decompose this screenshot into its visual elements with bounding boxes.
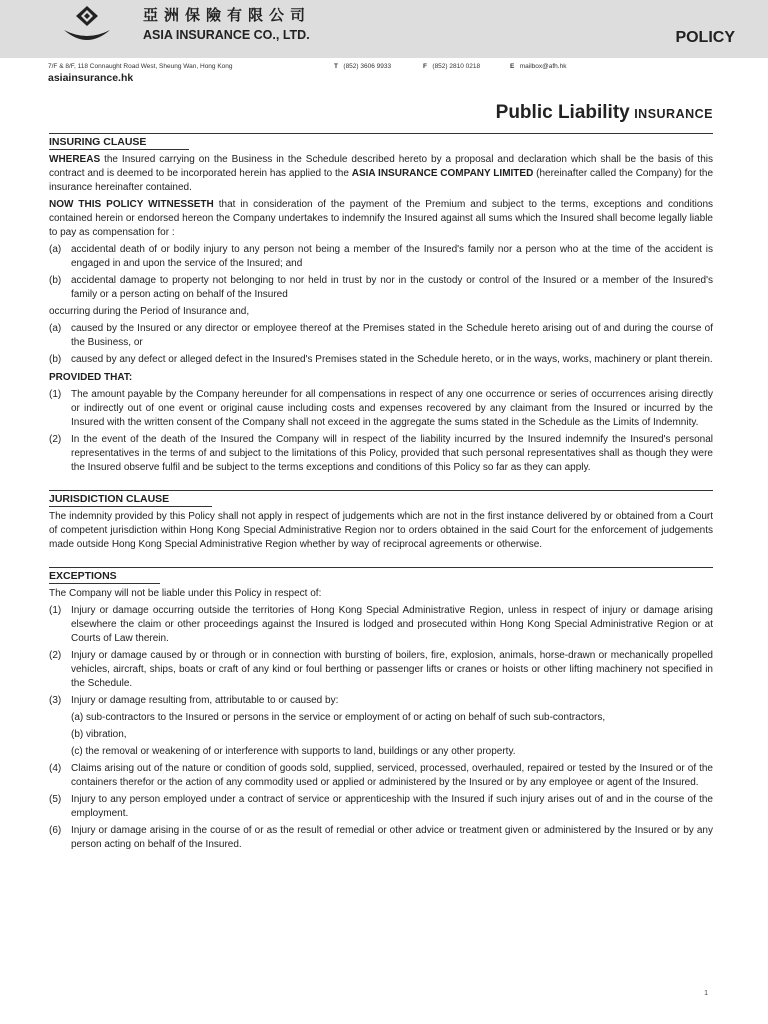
list-item [49, 353, 713, 367]
telephone [334, 63, 391, 70]
exceptions-intro: The Company will not be liable under this Policy in respect of: [49, 588, 322, 599]
list-item [49, 274, 713, 302]
item-text: caused by the Insured or any director or employee thereof at the Premises stated in the Schedule hereto arising out of and during the course of the Business, or [71, 323, 713, 348]
item-text: caused by any defect or alleged defect in the Insured's Premises stated in the Schedule hereto, or in the ways, works, machinery or plant therein. [71, 354, 713, 365]
list-item [49, 824, 713, 852]
title-main: Public Liability [495, 102, 630, 123]
item-text: Claims arising out of the nature or condition of goods sold, supplied, serviced, processed, overhauled, repaired or tested by the Insured or of the containers therefor or the action of any commodity used or applied or administered by the Insured or by any employee or agent of the Insured. [71, 763, 713, 788]
list-item [49, 388, 713, 430]
company-website: asiainsurance.hk [48, 72, 134, 84]
company-address: 7/F & 8/F, 118 Connaught Road West, Sheung Wan, Hong Kong [48, 63, 233, 70]
company-name-bold: ASIA INSURANCE COMPANY LIMITED [351, 168, 534, 179]
item-number: (3) [49, 695, 62, 706]
witnesseth-paragraph [49, 198, 713, 240]
fax-label: F [423, 63, 427, 70]
witness-lead: NOW THIS POLICY WITNESSETH [49, 199, 214, 210]
fax [423, 63, 480, 70]
email-label: E [510, 63, 515, 70]
sub-item: (c) the removal or weakening of or interference with supports to land, buildings or any other property. [71, 746, 516, 757]
item-text: Injury or damage resulting from, attributable to or caused by: [71, 695, 339, 706]
page-number: 1 [704, 990, 708, 997]
letterhead-band [0, 0, 768, 58]
item-number: (1) [49, 605, 62, 616]
list-item [49, 793, 713, 821]
insuring-clause-heading [49, 133, 713, 150]
jurisdiction-clause-heading [49, 490, 713, 507]
telephone-number: (852) 3606 9933 [343, 63, 392, 70]
whereas-paragraph [49, 153, 713, 195]
witness-text: that in consideration of the payment of the Premium and subject to the terms, exceptions and conditions contained herein or endorsed hereon the Company undertakes to indemnify the Insured against all sums which the Insured shall become legally liable to pay as compensation for : [49, 199, 713, 238]
item-text: accidental death of or bodily injury to any person not being a member of the Insured's family nor a person who at the time of the accident is engaged in and upon the service of the Insured; and [71, 244, 713, 269]
item-number: (5) [49, 794, 62, 805]
company-name-english: ASIA INSURANCE CO., LTD. [143, 28, 310, 42]
item-number: (4) [49, 763, 62, 774]
item-text: Injury or damage occurring outside the territories of Hong Kong Special Administrative Region, unless in respect of injury or damage arising elsewhere the claim or other proceedings against the Insured is lodged and prosecuted within Hong Kong Special Administrative Region or at Courts of Law therein. [71, 605, 713, 644]
jurisdiction-text: The indemnity provided by this Policy shall not apply in respect of judgements which are not in the first instance delivered by or obtained from a Court of competent jurisdiction within Hong Kong Special Administrative Region nor to orders obtained in the said Court for the enforcement of judgements made outside Hong Kong Special Administrative Region whether by way of reciprocal agreements or otherwise. [49, 511, 713, 550]
email-address: mailbox@afh.hk [519, 63, 567, 70]
fax-number: (852) 2810 0218 [432, 63, 481, 70]
item-text: Injury or damage arising in the course of or as the result of remedial or other advice or treatment given or administered by the Insured or by any person acting on behalf of the Insured. [71, 825, 713, 850]
item-number: (6) [49, 825, 62, 836]
list-item [49, 433, 713, 475]
company-name-chinese: 亞洲保險有限公司 [143, 6, 312, 24]
exceptions-heading [49, 567, 713, 584]
item-number: (b) [49, 354, 62, 365]
title-sub: INSURANCE [634, 107, 713, 121]
policy-body [49, 133, 713, 852]
item-number: (1) [49, 389, 62, 400]
item-number: (a) [49, 323, 62, 334]
whereas-lead: WHEREAS [49, 154, 101, 165]
provided-that-heading: PROVIDED THAT: [49, 372, 133, 383]
list-item [49, 649, 713, 691]
list-item [49, 604, 713, 646]
item-number: (a) [49, 244, 62, 255]
list-item [49, 762, 713, 790]
item-number: (2) [49, 434, 62, 445]
sub-item: (b) vibration, [71, 729, 127, 740]
document-title [496, 102, 713, 124]
telephone-label: T [334, 63, 338, 70]
occurring-line: occurring during the Period of Insurance and, [49, 306, 250, 317]
item-number: (b) [49, 275, 62, 286]
item-text: Injury to any person employed under a contract of service or apprenticeship with the Insured if such injury arises out of and in the course of the employment. [71, 794, 713, 819]
whereas-text-2: (hereinafter called the Company) for the insurance hereinafter contained. [49, 168, 714, 193]
section-heading: INSURING CLAUSE [49, 136, 189, 150]
item-text: Injury or damage caused by or through or in connection with bursting of boilers, fire, explosion, animals, horse-drawn or mechanically propelled vehicles, aircraft, ships, boats or craft of any kind or foul berthing or passenger lifts or cranes or hoists or other lifting machinery not specified in the Schedule. [71, 650, 713, 689]
list-item [49, 694, 713, 708]
item-text: accidental damage to property not belonging to nor held in trust by nor in the custody or control of the Insured or a member of the Insured's family or a person acting on behalf of the Insured [71, 275, 713, 300]
email [510, 63, 566, 70]
item-text: In the event of the death of the Insured the Company will in respect of the liability incurred by the Insured indemnify the Insured's personal representatives in the terms of and subject to the limitations of this Policy, provided that such personal representatives shall as though they were the Insured observe fulfil and be subject to the terms exceptions and conditions of this Policy so far as they can apply. [71, 434, 713, 473]
section-heading: EXCEPTIONS [49, 570, 160, 584]
list-item [49, 322, 713, 350]
company-logo-icon [58, 4, 116, 48]
whereas-text-1: the Insured carrying on the Business in the Schedule described hereto by a proposal and declaration which shall be the basis of this contract and is deemed to be incorporated herein has applied to the [49, 154, 713, 179]
policy-label: POLICY [675, 29, 735, 46]
item-number: (2) [49, 650, 62, 661]
section-heading: JURISDICTION CLAUSE [49, 493, 212, 507]
item-text: The amount payable by the Company hereunder for all compensations in respect of any one occurrence or series of occurrences arising directly or indirectly out of one event or original cause including costs and expenses recovered by any claimant from the Insured or incurred by the Insured with the written consent of the Company shall not exceed in the aggregate the sums stated in the Schedule as the Limits of Indemnity. [71, 389, 713, 428]
list-item [49, 243, 713, 271]
sub-item: (a) sub-contractors to the Insured or persons in the service or employment of or acting on behalf of such sub-contractors, [71, 712, 606, 723]
